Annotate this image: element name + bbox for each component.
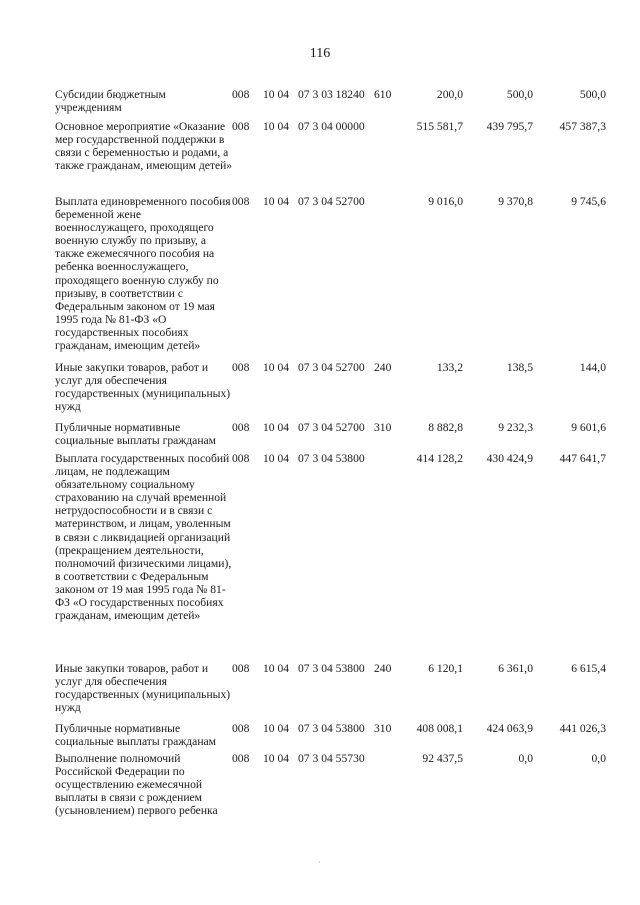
row-amount-year-3: 144,0	[579, 361, 606, 374]
row-grbs-code: 008	[232, 88, 250, 101]
row-target-article-code: 07 3 04 53800	[298, 662, 365, 675]
row-grbs-code: 008	[232, 120, 250, 133]
row-description: Публичные нормативные социальные выплаты гражданам	[55, 722, 217, 749]
row-description: Субсидии бюджетным учреждениям	[55, 88, 166, 115]
row-amount-year-1: 92 437,5	[422, 752, 463, 765]
row-grbs-code: 008	[232, 662, 250, 675]
row-amount-year-1: 408 008,1	[416, 722, 463, 735]
row-grbs-code: 008	[232, 452, 250, 465]
row-amount-year-3: 447 641,7	[559, 452, 606, 465]
row-amount-year-3: 457 387,3	[559, 120, 606, 133]
row-section-code: 10 04	[263, 120, 290, 133]
row-amount-year-2: 439 795,7	[486, 120, 533, 133]
row-section-code: 10 04	[263, 662, 290, 675]
row-description: Выполнение полномочий Российской Федерации по осуществлению ежемесячной выплаты в связи с рождением (усыновлением) первого ребенка	[55, 752, 218, 818]
row-expense-type-code: 240	[374, 361, 392, 374]
row-amount-year-3: 9 745,6	[571, 195, 606, 208]
row-amount-year-2: 6 361,0	[498, 662, 533, 675]
row-grbs-code: 008	[232, 421, 250, 434]
row-section-code: 10 04	[263, 361, 290, 374]
row-amount-year-2: 9 370,8	[498, 195, 533, 208]
row-amount-year-2: 0,0	[518, 752, 533, 765]
row-section-code: 10 04	[263, 722, 290, 735]
row-amount-year-1: 414 128,2	[416, 452, 463, 465]
row-grbs-code: 008	[232, 195, 250, 208]
row-amount-year-1: 6 120,1	[428, 662, 463, 675]
row-target-article-code: 07 3 04 55730	[298, 752, 365, 765]
row-description: Публичные нормативные социальные выплаты гражданам	[55, 421, 217, 448]
row-amount-year-3: 441 026,3	[559, 722, 606, 735]
scan-speck: ·	[318, 858, 321, 867]
row-target-article-code: 07 3 04 52700	[298, 361, 365, 374]
row-target-article-code: 07 3 03 18240	[298, 88, 365, 101]
row-section-code: 10 04	[263, 452, 290, 465]
row-amount-year-1: 200,0	[436, 88, 463, 101]
row-amount-year-3: 6 615,4	[571, 662, 606, 675]
row-target-article-code: 07 3 04 53800	[298, 722, 365, 735]
row-grbs-code: 008	[232, 361, 250, 374]
row-amount-year-1: 133,2	[436, 361, 463, 374]
row-target-article-code: 07 3 04 52700	[298, 421, 365, 434]
row-expense-type-code: 610	[374, 88, 392, 101]
row-grbs-code: 008	[232, 752, 250, 765]
row-description: Выплата государственных пособий лицам, не подлежащим обязательному социальному страхованию на случай временной нетрудоспособности и в связи с материнством, и лицам, уволенным в связи с ликвидацией организаций (прекращением деятельности, полномочий физическими лицами), в соответствии с Федеральным законом от 19 мая 1995 года № 81-ФЗ «О государственных пособиях гражданам, имеющим детей»	[55, 452, 232, 623]
row-description: Основное мероприятие «Оказание мер государственной поддержки в связи с беременностью и родами, а также гражданам, имеющим детей»	[55, 120, 233, 173]
row-description: Иные закупки товаров, работ и услуг для обеспечения государственных (муниципальных) нужд	[55, 662, 231, 715]
row-description: Выплата единовременного пособия беременной жене военнослужащего, проходящего военную службу по призыву, а также ежемесячного пособия на ребенка военнослужащего, проходящего военную службу по призыву, в соответствии с Федеральным законом от 19 мая 1995 года № 81-ФЗ «О государственных пособиях гражданам, имеющим детей»	[55, 195, 231, 353]
page-number: 116	[309, 46, 331, 61]
row-amount-year-2: 138,5	[506, 361, 533, 374]
row-grbs-code: 008	[232, 722, 250, 735]
row-section-code: 10 04	[263, 88, 290, 101]
row-section-code: 10 04	[263, 421, 290, 434]
row-description: Иные закупки товаров, работ и услуг для обеспечения государственных (муниципальных) нужд	[55, 361, 231, 414]
row-target-article-code: 07 3 04 53800	[298, 452, 365, 465]
row-target-article-code: 07 3 04 52700	[298, 195, 365, 208]
row-amount-year-2: 424 063,9	[486, 722, 533, 735]
row-amount-year-1: 9 016,0	[428, 195, 463, 208]
row-expense-type-code: 310	[374, 722, 392, 735]
row-amount-year-1: 8 882,8	[428, 421, 463, 434]
row-amount-year-2: 430 424,9	[486, 452, 533, 465]
row-expense-type-code: 240	[374, 662, 392, 675]
row-amount-year-2: 500,0	[506, 88, 533, 101]
row-target-article-code: 07 3 04 00000	[298, 120, 365, 133]
row-amount-year-3: 0,0	[591, 752, 606, 765]
row-amount-year-2: 9 232,3	[498, 421, 533, 434]
row-amount-year-3: 9 601,6	[571, 421, 606, 434]
row-amount-year-3: 500,0	[579, 88, 606, 101]
row-section-code: 10 04	[263, 195, 290, 208]
row-section-code: 10 04	[263, 752, 290, 765]
row-amount-year-1: 515 581,7	[416, 120, 463, 133]
row-expense-type-code: 310	[374, 421, 392, 434]
